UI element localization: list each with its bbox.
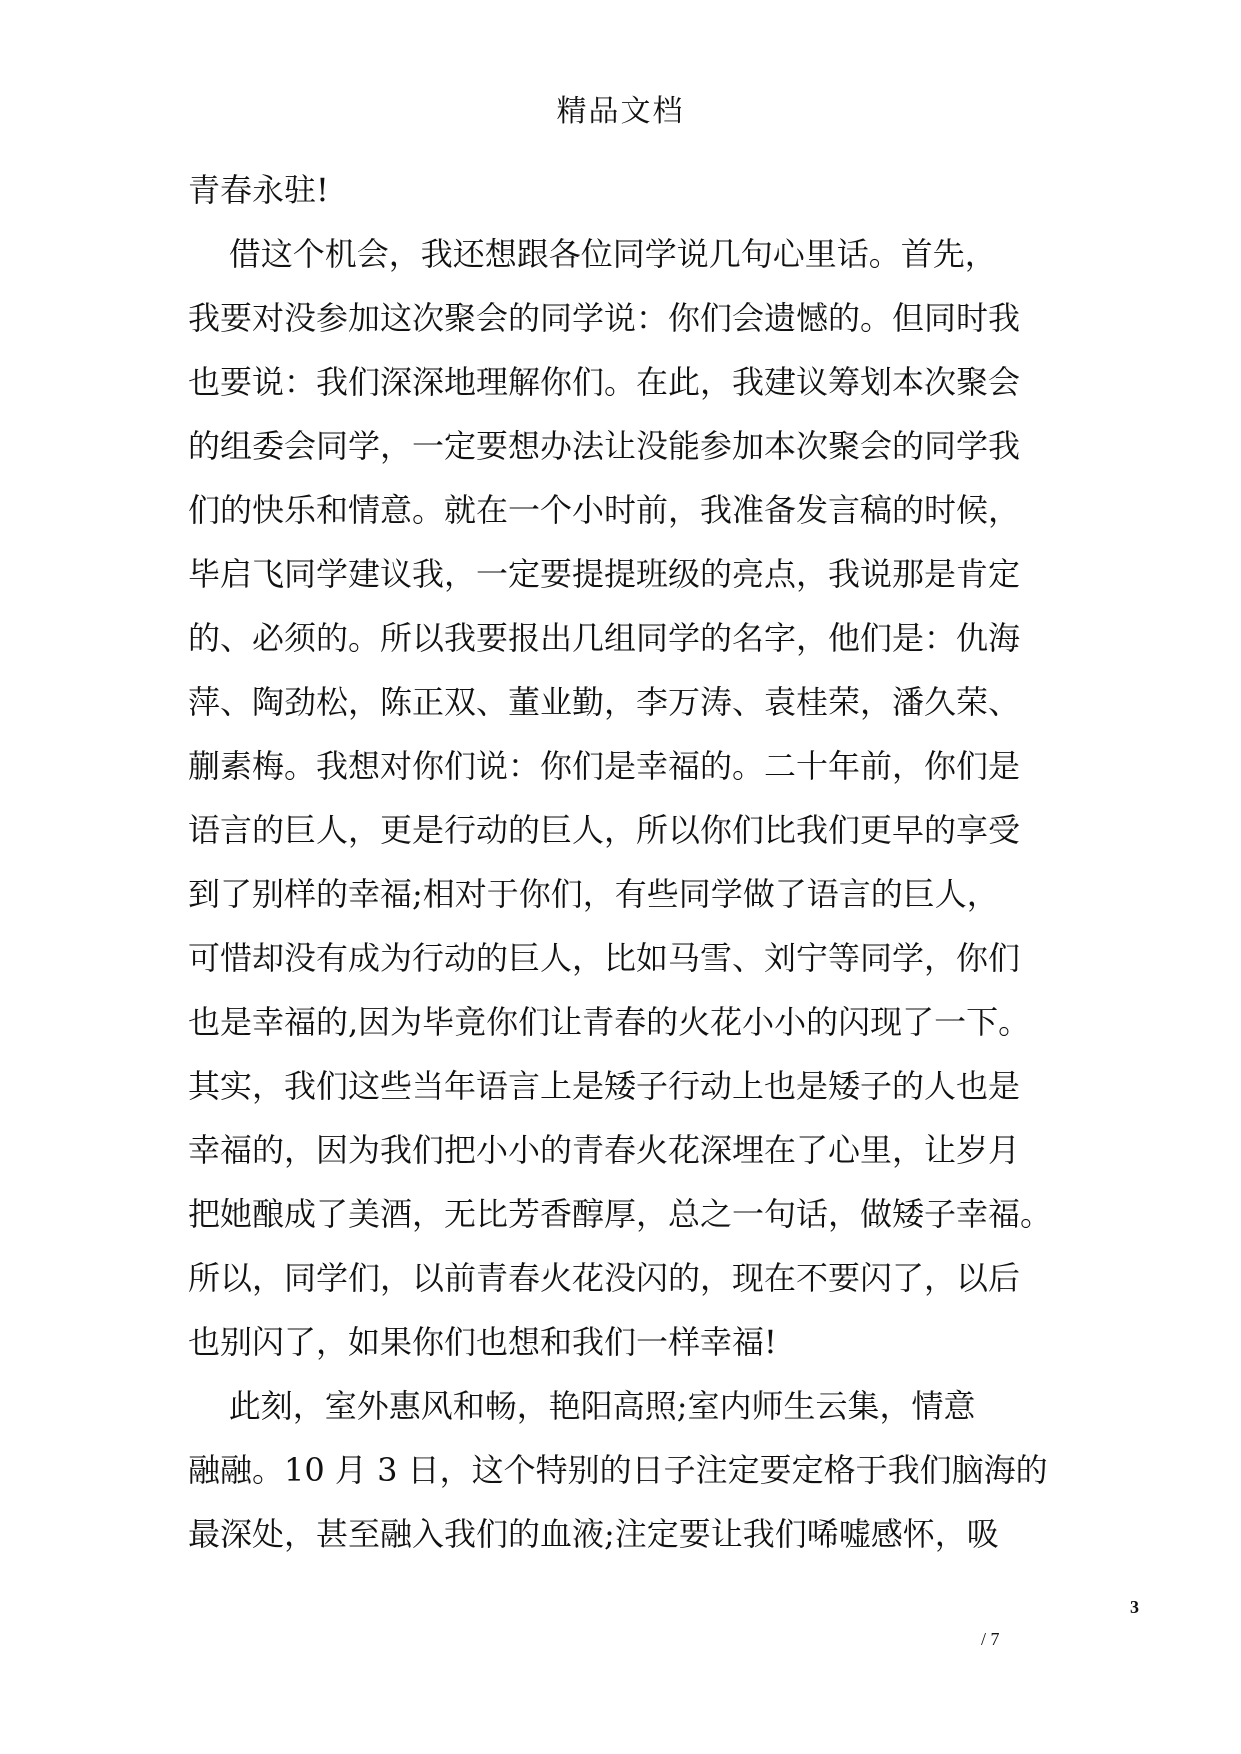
- text-line: 萍、陶劲松，陈正双、董业勤，李万涛、袁桂荣，潘久荣、: [188, 683, 1021, 721]
- text-line: 融融。10 月 3 日，这个特别的日子注定要定格于我们脑海的: [188, 1451, 1048, 1489]
- text-line: 青春永驻!: [188, 171, 329, 209]
- text-line: 到了别样的幸福;相对于你们，有些同学做了语言的巨人，: [188, 875, 999, 913]
- text-line: 语言的巨人，更是行动的巨人，所以你们比我们更早的享受: [188, 811, 1021, 849]
- text-line: 的组委会同学，一定要想办法让没能参加本次聚会的同学我: [188, 427, 1021, 465]
- text-line: 也是幸福的,因为毕竟你们让青春的火花小小的闪现了一下。: [188, 1003, 1031, 1041]
- page-total: / 7: [981, 1629, 1000, 1649]
- text-line: 毕启飞同学建议我，一定要提提班级的亮点，我说那是肯定: [188, 555, 1021, 593]
- text-line: 其实，我们这些当年语言上是矮子行动上也是矮子的人也是: [188, 1067, 1021, 1105]
- text-line: 所以，同学们，以前青春火花没闪的，现在不要闪了，以后: [188, 1259, 1021, 1297]
- page-header-title: 精品文档: [556, 94, 685, 129]
- text-line: 我要对没参加这次聚会的同学说：你们会遗憾的。但同时我: [188, 299, 1021, 337]
- page-number: 3: [1130, 1597, 1139, 1617]
- text-line: 把她酿成了美酒，无比芳香醇厚，总之一句话，做矮子幸福。: [188, 1195, 1053, 1233]
- text-line: 可惜却没有成为行动的巨人，比如马雪、刘宁等同学，你们: [188, 939, 1021, 977]
- text-line: 此刻，室外惠风和畅，艳阳高照;室内师生云集，情意: [188, 1387, 976, 1425]
- text-line: 们的快乐和情意。就在一个小时前，我准备发言稿的时候，: [188, 491, 1021, 529]
- text-line: 蒯素梅。我想对你们说：你们是幸福的。二十年前，你们是: [188, 747, 1021, 785]
- document-body: [188, 158, 1068, 1566]
- text-line: 幸福的，因为我们把小小的青春火花深埋在了心里，让岁月: [188, 1131, 1021, 1169]
- text-line: 的、必须的。所以我要报出几组同学的名字，他们是：仇海: [188, 619, 1021, 657]
- text-line: 最深处，甚至融入我们的血液;注定要让我们唏嘘感怀，吸: [188, 1515, 999, 1553]
- text-line: 借这个机会，我还想跟各位同学说几句心里话。首先，: [188, 235, 997, 273]
- text-line: 也别闪了，如果你们也想和我们一样幸福!: [188, 1323, 777, 1361]
- text-line: 也要说：我们深深地理解你们。在此，我建议筹划本次聚会: [188, 363, 1021, 401]
